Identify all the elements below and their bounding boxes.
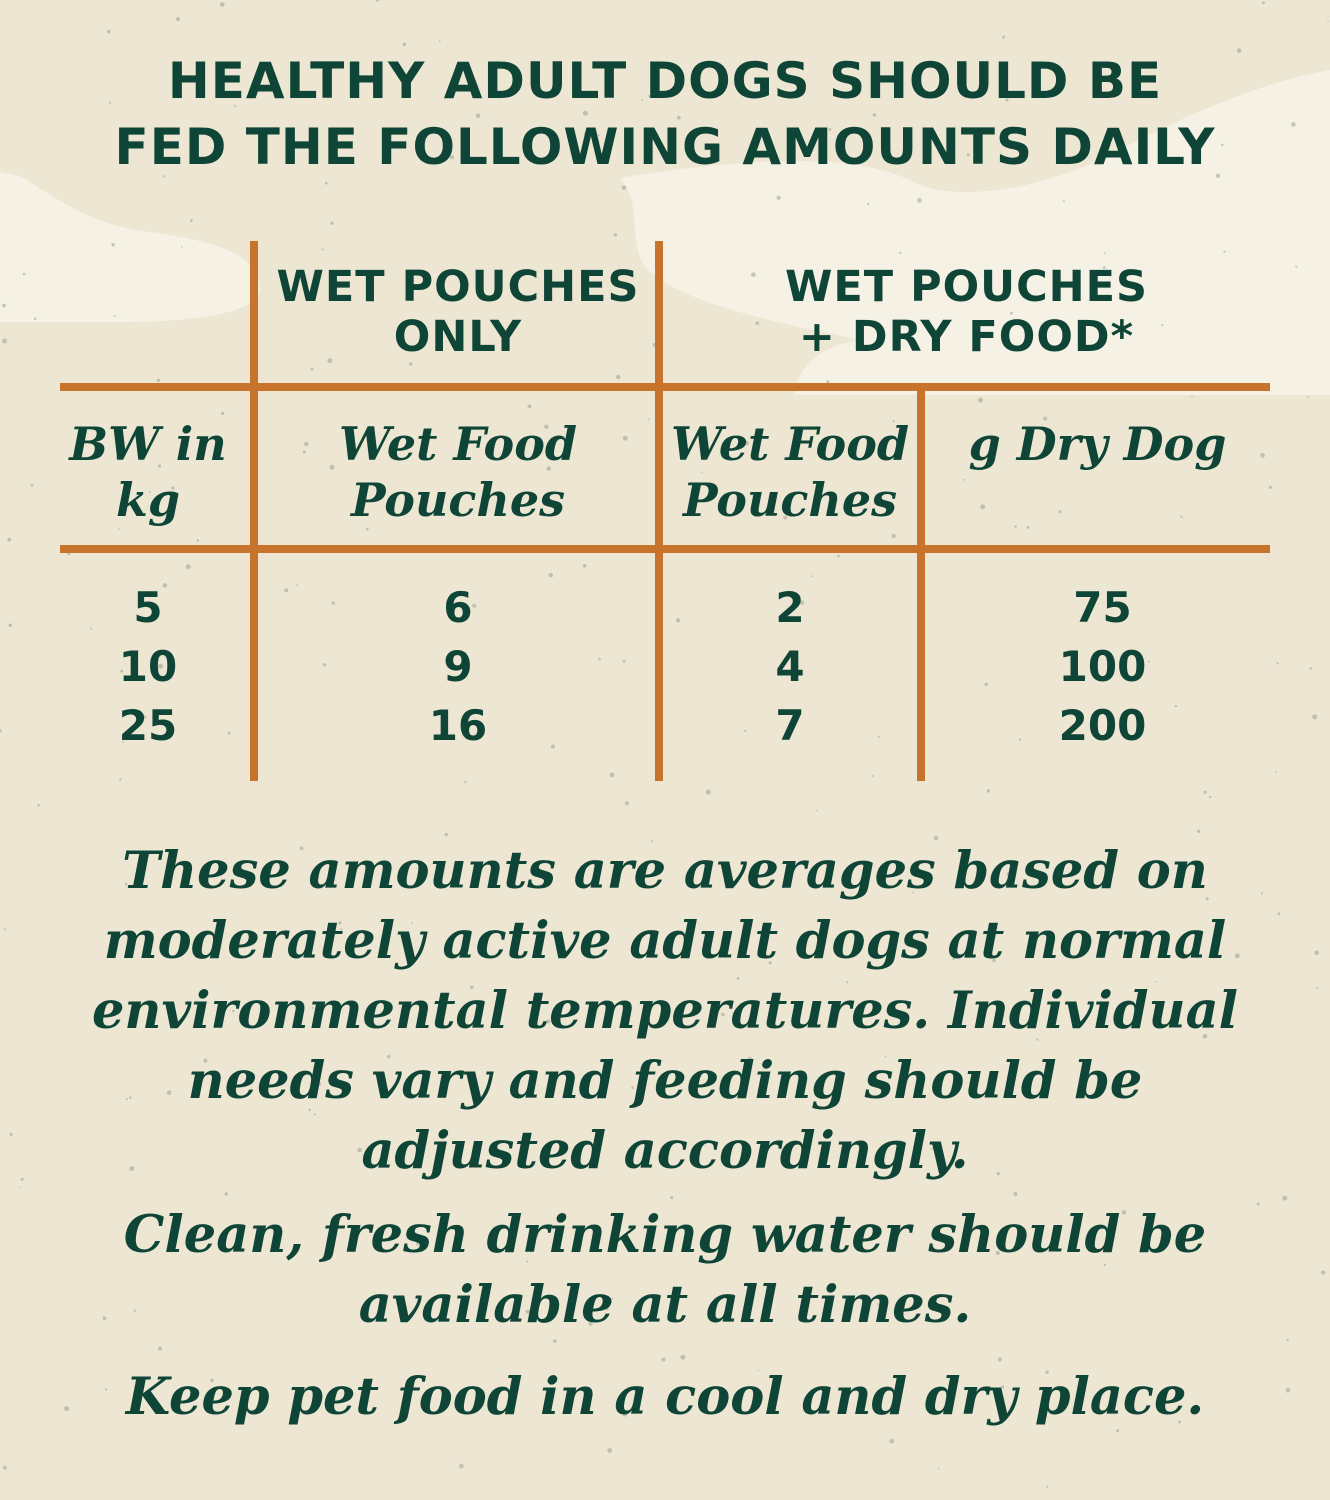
speckle-dot — [376, 0, 379, 2]
speckle-dot — [2, 304, 6, 308]
table-cell-wet-mix: 7 — [775, 701, 805, 750]
speckle-dot — [1059, 510, 1062, 513]
speckle-dot — [978, 398, 983, 403]
group-header-wet-only-line-1: WET POUCHES — [276, 262, 640, 312]
speckle-dot — [2, 339, 7, 344]
speckle-dot — [1104, 252, 1106, 254]
speckle-dot — [1223, 251, 1225, 253]
speckle-dot — [1295, 266, 1297, 268]
speckle-dot — [459, 1464, 464, 1469]
left-cloud-shape — [0, 172, 260, 322]
column-wet-mix-values — [663, 578, 917, 755]
speckle-dot — [220, 2, 225, 7]
speckle-dot — [816, 810, 818, 812]
note-averages-line: moderately active adult dogs at normal — [103, 911, 1227, 971]
speckle-dot — [19, 1187, 21, 1189]
speckle-dot — [837, 555, 840, 558]
note-water — [40, 1200, 1290, 1340]
speckle-dot — [111, 243, 114, 246]
note-averages — [40, 836, 1290, 1186]
speckle-dot — [1197, 830, 1200, 833]
horizontal-rule-1 — [60, 383, 1270, 391]
table-cell-wet-only: 9 — [443, 642, 473, 691]
page-heading — [0, 48, 1330, 180]
speckle-dot — [622, 186, 626, 190]
heading-line-1: HEALTHY ADULT DOGS SHOULD BE — [167, 52, 1163, 110]
horizontal-rule-2 — [60, 545, 1270, 553]
table-cell-wet-only: 16 — [428, 701, 488, 750]
speckle-dot — [1002, 36, 1005, 39]
speckle-dot — [21, 1178, 24, 1181]
speckle-dot — [614, 233, 617, 236]
table-cell-bw: 5 — [133, 583, 163, 632]
note-averages-line: These amounts are averages based on — [122, 841, 1208, 901]
note-storage: Keep pet food in a cool and dry place. — [125, 1367, 1205, 1427]
column-header-wet-mix-line-2: Pouches — [682, 473, 898, 527]
speckle-dot — [706, 790, 711, 795]
column-header-wet-mix-line-1: Wet Food — [670, 417, 910, 471]
speckle-dot — [10, 1133, 13, 1136]
speckle-dot — [1180, 516, 1182, 518]
column-header-wet-only-pouches — [258, 416, 658, 528]
speckle-dot — [322, 248, 324, 250]
speckle-dot — [190, 219, 193, 222]
speckle-dot — [1014, 525, 1017, 528]
speckle-dot — [889, 1439, 894, 1444]
column-header-dry-grams — [925, 416, 1270, 472]
speckle-dot — [1310, 667, 1312, 669]
speckle-dot — [3, 1466, 7, 1470]
speckle-dot — [899, 252, 901, 254]
speckle-dot — [1027, 526, 1030, 529]
heading-line-2: FED THE FOLLOWING AMOUNTS DAILY — [114, 118, 1216, 176]
column-header-wet-only-line-1: Wet Food — [338, 417, 578, 471]
feeding-notes — [40, 836, 1290, 1432]
speckle-dot — [197, 539, 200, 542]
table-cell-bw: 25 — [118, 701, 178, 750]
speckle-dot — [1209, 796, 1211, 798]
speckle-dot — [980, 504, 985, 509]
speckle-dot — [221, 412, 224, 415]
speckle-dot — [549, 573, 553, 577]
speckle-dot — [528, 404, 532, 408]
speckle-dot — [325, 182, 328, 185]
speckle-dot — [938, 1468, 940, 1470]
speckle-dot — [403, 42, 407, 46]
note-averages-line: needs vary and feeding should be — [187, 1051, 1143, 1111]
speckle-dot — [625, 801, 629, 805]
group-header-wet-dry-line-1: WET POUCHES — [785, 262, 1148, 312]
speckle-dot — [1275, 771, 1277, 773]
speckle-dot — [1262, 1, 1265, 4]
speckle-dot — [0, 729, 2, 732]
speckle-dot — [181, 246, 183, 248]
speckle-dot — [616, 375, 620, 379]
note-averages-line: environmental temperatures. Individual — [91, 981, 1239, 1041]
speckle-dot — [9, 624, 13, 628]
speckle-dot — [176, 17, 180, 21]
group-header-wet-only-line-2: ONLY — [393, 312, 523, 362]
column-bw-values — [48, 578, 248, 755]
speckle-dot — [963, 479, 965, 481]
speckle-dot — [917, 198, 922, 203]
column-header-bw-line-1: BW in — [69, 417, 227, 471]
speckle-dot — [1321, 1270, 1325, 1274]
column-header-bw — [48, 416, 248, 528]
speckle-dot — [1327, 21, 1329, 23]
note-averages-line: adjusted accordingly. — [361, 1121, 969, 1181]
table-cell-dry-grams: 100 — [1058, 642, 1147, 691]
speckle-dot — [409, 362, 412, 365]
speckle-dot — [1191, 396, 1193, 398]
speckle-dot — [872, 775, 874, 777]
table-cell-wet-mix: 4 — [775, 642, 805, 691]
group-header-wet-dry-line-2: + DRY FOOD* — [798, 312, 1135, 362]
table-cell-wet-only: 6 — [443, 583, 473, 632]
column-header-wet-only-line-2: Pouches — [350, 473, 566, 527]
column-header-wet-mix-pouches — [663, 416, 917, 528]
speckle-dot — [331, 222, 334, 225]
speckle-dot — [1316, 987, 1318, 989]
vertical-rule-3 — [917, 387, 925, 781]
speckle-dot — [987, 789, 990, 792]
speckle-dot — [610, 773, 615, 778]
table-cell-wet-mix: 2 — [775, 583, 805, 632]
group-header-wet-only — [258, 262, 658, 362]
table-cell-bw: 10 — [118, 642, 178, 691]
table-cell-dry-grams: 75 — [1073, 583, 1132, 632]
speckle-dot — [186, 564, 191, 569]
note-water-line: Clean, fresh drinking water should be — [123, 1205, 1207, 1265]
speckle-dot — [867, 203, 869, 205]
column-header-dry-line-1: g Dry Dog — [968, 417, 1227, 471]
speckle-dot — [118, 528, 120, 530]
speckle-dot — [1307, 396, 1309, 398]
speckle-dot — [583, 564, 587, 568]
speckle-dot — [1204, 791, 1207, 794]
speckle-dot — [1269, 486, 1272, 489]
note-water-line: available at all times. — [358, 1275, 972, 1335]
speckle-dot — [31, 484, 34, 487]
speckle-dot — [1046, 1486, 1048, 1488]
column-dry-grams-values — [925, 578, 1280, 755]
column-header-bw-line-2: kg — [115, 473, 181, 527]
speckle-dot — [892, 534, 896, 538]
speckle-dot — [23, 273, 26, 276]
speckle-dot — [439, 40, 441, 42]
speckle-dot — [119, 778, 121, 780]
speckle-dot — [157, 379, 160, 382]
speckle-dot — [37, 804, 40, 807]
speckle-dot — [311, 368, 314, 371]
speckle-dot — [7, 538, 11, 542]
table-cell-dry-grams: 200 — [1058, 701, 1147, 750]
speckle-dot — [366, 528, 369, 531]
speckle-dot — [777, 196, 781, 200]
speckle-dot — [4, 928, 6, 930]
column-wet-only-values — [258, 578, 658, 755]
speckle-dot — [607, 1448, 612, 1453]
group-header-wet-dry — [663, 262, 1270, 362]
speckle-dot — [107, 30, 111, 34]
speckle-dot — [1312, 714, 1317, 719]
vertical-rule-1 — [250, 241, 258, 781]
speckle-dot — [1063, 200, 1065, 202]
speckle-dot — [1314, 950, 1319, 955]
speckle-dot — [114, 315, 116, 317]
speckle-dot — [34, 318, 37, 321]
speckle-dot — [464, 781, 466, 783]
